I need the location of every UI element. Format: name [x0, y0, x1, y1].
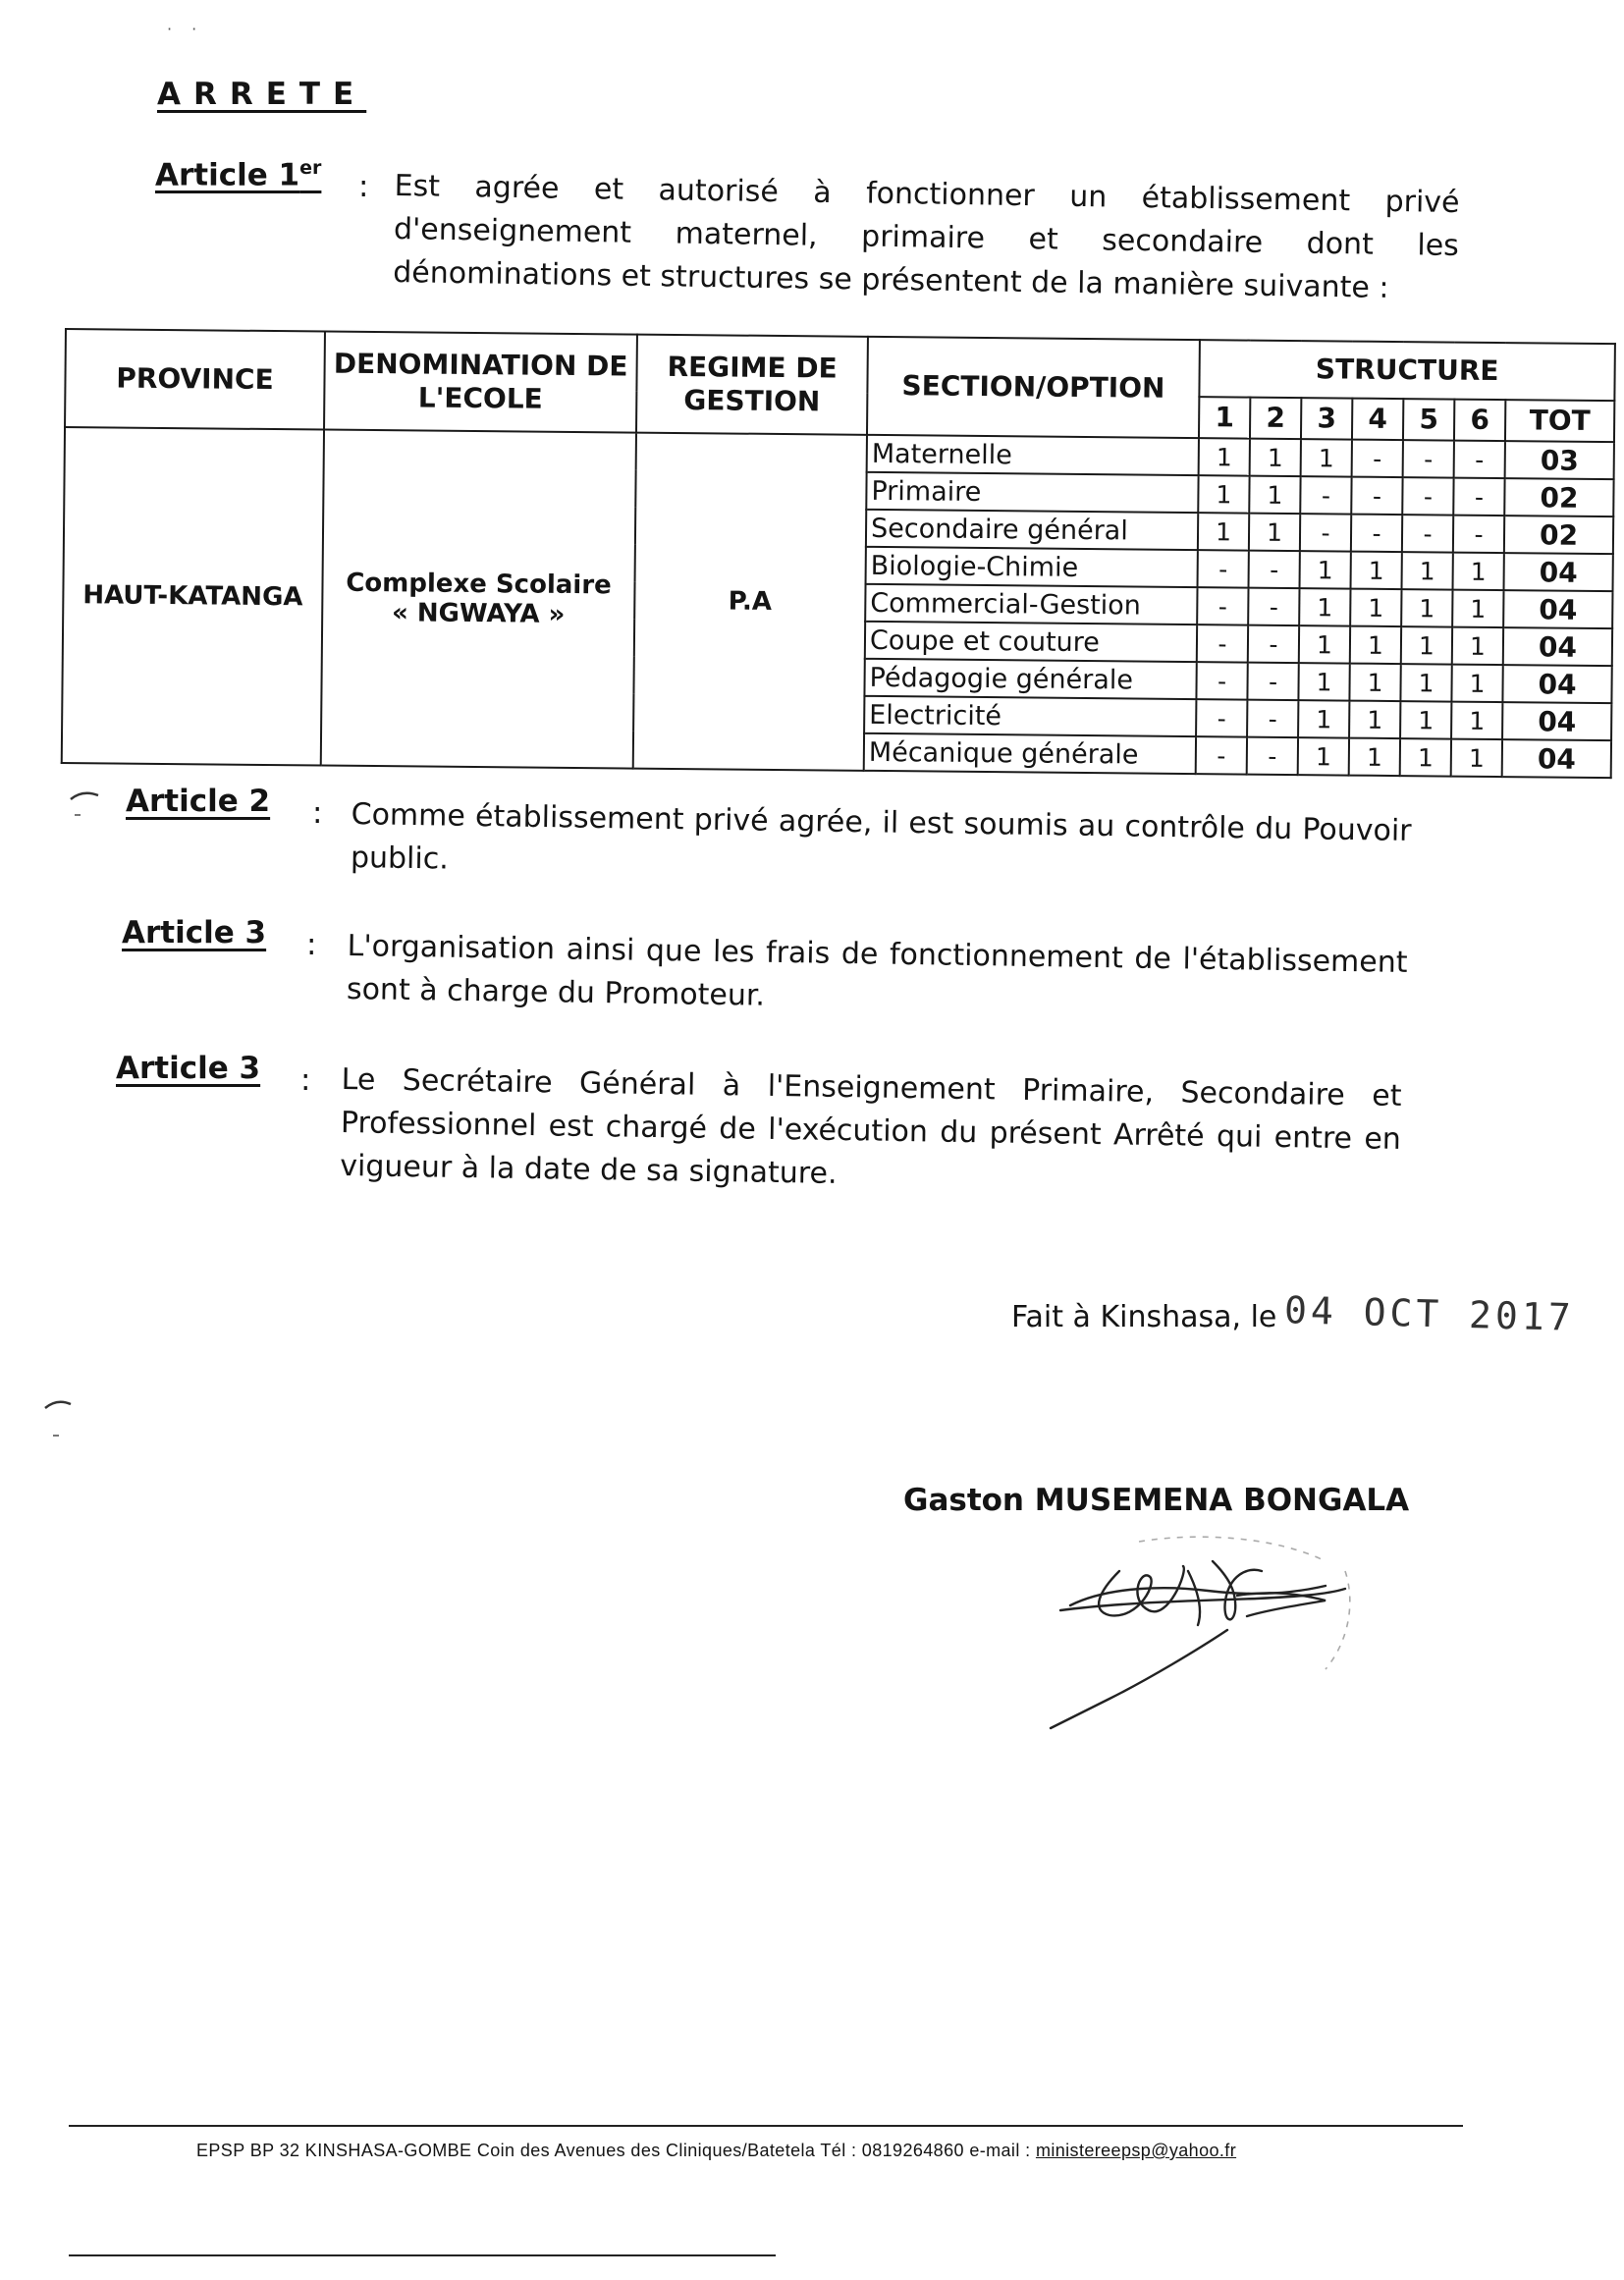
article-1-label — [155, 157, 321, 192]
article-2-colon: : — [312, 795, 323, 831]
margin-mark — [65, 786, 104, 829]
cell-level: 1 — [1451, 665, 1502, 702]
header-denomination: DENOMINATION DE L'ECOLE — [324, 332, 637, 433]
header-level-5: 5 — [1403, 399, 1454, 440]
cell-level: - — [1351, 477, 1402, 515]
header-level-1: 1 — [1199, 397, 1250, 438]
cell-level: 1 — [1349, 664, 1400, 701]
cell-level: 1 — [1350, 589, 1401, 626]
cell-level: 1 — [1298, 663, 1349, 700]
header-level-4: 4 — [1352, 399, 1403, 440]
article-1-label-text: Article 1 — [155, 157, 300, 193]
cell-regime: P.A — [633, 433, 867, 771]
article-4-label: Article 3 — [116, 1051, 261, 1086]
cell-total: 04 — [1502, 665, 1611, 703]
header-structure: STRUCTURE — [1199, 340, 1615, 401]
cell-total: 04 — [1504, 553, 1613, 591]
cell-level: - — [1351, 515, 1402, 552]
margin-mark-glyph — [65, 786, 104, 825]
cell-section: Coupe et couture — [865, 622, 1197, 662]
cell-section: Pédagogie générale — [864, 659, 1196, 699]
document-title: ARRETE — [157, 77, 367, 112]
cell-section: Electricité — [864, 696, 1196, 736]
cell-section: Secondaire général — [866, 510, 1198, 550]
cell-level: - — [1197, 624, 1248, 662]
bottom-rule — [69, 2254, 776, 2256]
cell-level: 1 — [1400, 738, 1451, 776]
cell-level: 1 — [1249, 476, 1300, 514]
header-level-3: 3 — [1301, 398, 1352, 439]
date-stamp: 04 OCT 2017 — [1283, 1288, 1576, 1339]
header-province: PROVINCE — [65, 329, 325, 430]
cell-level: 1 — [1453, 553, 1504, 590]
cell-section: Commercial-Gestion — [865, 584, 1197, 624]
cell-level: - — [1402, 477, 1453, 515]
cell-level: 1 — [1351, 552, 1402, 589]
article-2-label: Article 2 — [126, 784, 271, 819]
margin-mark-2-glyph — [39, 1394, 79, 1443]
cell-level: 1 — [1301, 439, 1352, 476]
cell-level: 1 — [1451, 739, 1502, 777]
cell-level: 1 — [1250, 439, 1301, 476]
cell-section: Mécanique générale — [864, 733, 1196, 774]
cell-level: - — [1300, 514, 1351, 551]
cell-level: 1 — [1349, 701, 1400, 738]
margin-mark-2 — [39, 1394, 79, 1447]
footer-email: ministereepsp@yahoo.fr — [1035, 2141, 1237, 2160]
cell-level: - — [1247, 737, 1298, 775]
article-4-colon: : — [300, 1062, 311, 1098]
footer-rule — [69, 2125, 1463, 2127]
cell-total: 03 — [1505, 441, 1614, 479]
header-total: TOT — [1505, 400, 1614, 442]
cell-level: - — [1198, 550, 1249, 587]
header-level-6: 6 — [1454, 400, 1505, 441]
cell-level: 1 — [1349, 738, 1400, 776]
cell-level: - — [1247, 663, 1298, 700]
cell-level: - — [1248, 588, 1299, 625]
article-3-label: Article 3 — [122, 915, 267, 950]
cell-level: - — [1453, 516, 1504, 553]
cell-level: 1 — [1300, 551, 1351, 588]
article-1-text: Est agrée et autorisé à fonctionner un établissement privé d'enseignement maternel, primaire et secondaire dont les dénominations et structures se présentent de la manière suivante : — [393, 168, 1460, 305]
cell-level: 1 — [1198, 513, 1249, 550]
cell-level: 1 — [1249, 514, 1300, 551]
cell-level: 1 — [1452, 627, 1503, 665]
cell-province: HAUT-KATANGA — [62, 427, 324, 766]
article-3-colon: : — [306, 927, 317, 962]
cell-level: - — [1247, 700, 1298, 737]
cell-level: 1 — [1400, 701, 1451, 738]
cell-level: 1 — [1451, 702, 1502, 739]
scan-specks: ·· — [167, 20, 217, 38]
cell-level: 1 — [1402, 552, 1453, 589]
cell-level: 1 — [1401, 626, 1452, 664]
article-4-text: Le Secrétaire Général à l'Enseignement Primaire, Secondaire et Professionnel est chargé de l'exécution du présent Arrêté qui entre en vigueur à la date de sa signature. — [340, 1061, 1402, 1191]
cell-level: 1 — [1400, 664, 1451, 701]
place-text: Fait à Kinshasa, le — [1011, 1300, 1277, 1334]
cell-total: 02 — [1504, 516, 1613, 554]
cell-level: - — [1248, 625, 1299, 663]
footer-address-text: EPSP BP 32 KINSHASA-GOMBE Coin des Avenues des Cliniques/Batetela Tél : 0819264860 e-mail : — [196, 2141, 1031, 2160]
article-1-label-sup: er — [299, 157, 322, 179]
cell-section: Primaire — [866, 472, 1198, 513]
cell-level: 1 — [1350, 626, 1401, 664]
signature-image — [1001, 1532, 1434, 1748]
cell-level: - — [1352, 440, 1403, 477]
cell-level: - — [1454, 441, 1505, 478]
cell-level: 1 — [1298, 737, 1349, 775]
article-3-text: L'organisation ainsi que les frais de fonctionnement de l'établissement sont à charge du Promoteur. — [346, 928, 1408, 1013]
cell-level: - — [1402, 515, 1453, 552]
article-1-colon: : — [358, 169, 369, 204]
cell-level: 1 — [1452, 590, 1503, 627]
header-section: SECTION/OPTION — [867, 337, 1200, 438]
cell-total: 04 — [1503, 590, 1612, 628]
footer-address — [196, 2141, 1473, 2161]
cell-level: - — [1300, 476, 1351, 514]
cell-level: 1 — [1299, 588, 1350, 625]
place-date-line — [1011, 1288, 1576, 1339]
cell-total: 04 — [1503, 627, 1612, 666]
structure-table-body — [62, 427, 1614, 778]
cell-total: 02 — [1504, 478, 1613, 516]
cell-level: 1 — [1198, 475, 1249, 513]
header-regime: REGIME DE GESTION — [636, 335, 868, 435]
cell-level: - — [1196, 736, 1247, 774]
cell-level: - — [1403, 440, 1454, 477]
cell-level: - — [1196, 662, 1247, 699]
header-level-2: 2 — [1250, 398, 1301, 439]
cell-level: - — [1453, 478, 1504, 516]
signatory-name: Gaston MUSEMENA BONGALA — [903, 1483, 1410, 1518]
cell-level: 1 — [1199, 438, 1250, 475]
cell-school-name — [321, 430, 636, 769]
cell-level: - — [1196, 699, 1247, 736]
cell-level: - — [1249, 551, 1300, 588]
structure-table — [61, 328, 1616, 779]
cell-total: 04 — [1502, 702, 1611, 740]
school-name-line2: « NGWAYA » — [391, 598, 566, 629]
cell-level: - — [1197, 587, 1248, 624]
cell-section: Maternelle — [867, 435, 1199, 475]
cell-level: 1 — [1401, 589, 1452, 626]
article-2-text: Comme établissement privé agrée, il est soumis au contrôle du Pouvoir public. — [350, 796, 1412, 877]
cell-section: Biologie-Chimie — [866, 547, 1198, 587]
cell-total: 04 — [1502, 739, 1611, 778]
school-name-line1: Complexe Scolaire — [346, 568, 612, 601]
cell-level: 1 — [1298, 700, 1349, 737]
cell-level: 1 — [1299, 625, 1350, 663]
